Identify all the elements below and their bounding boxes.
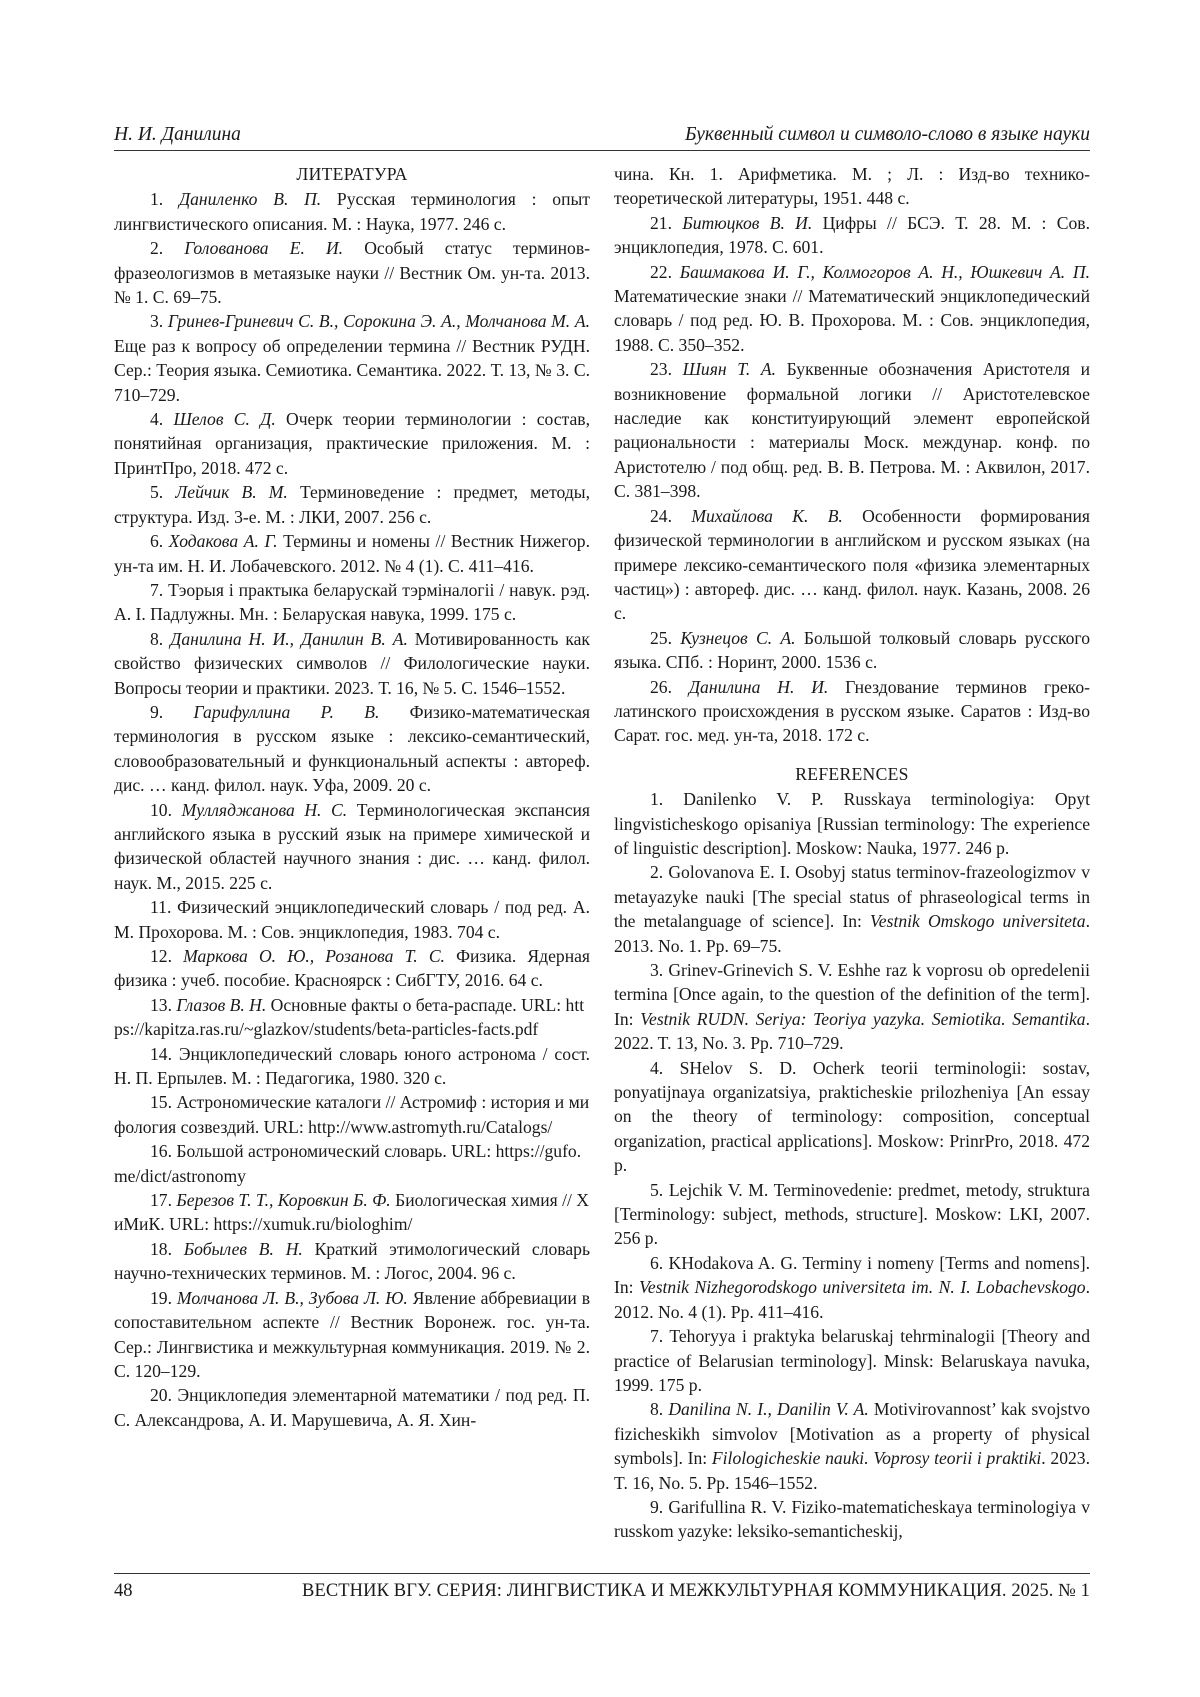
item-details: . 2012. No. 4 (1). Pp. 411–416. [614,1277,1090,1322]
item-text: Мотивированность как свойство физических символов // Филологические науки. Вопросы теории и практики. 2023. Т. 16, № 5. С. 1546–1552. [114,628,590,698]
item-authors: Даниленко В. П. [178,189,322,210]
literature-item [114,1139,590,1188]
literature-item [114,236,590,309]
literature-item [114,529,590,578]
item-text: Гнездование терминов греко-латинского происхождения в русском языке. Саратов : Изд-во Сарат. гос. мед. ун-та, 2018. 172 с. [614,676,1090,746]
item-authors: Маркова О. Ю., Розанова Т. С. [183,946,445,966]
item-number: 26. [650,676,689,697]
item-number: 16. [150,1141,177,1162]
item-number: 17. [150,1190,177,1211]
item-number: 23. [650,359,683,380]
item-authors: Гарифуллина Р. В. [193,701,380,722]
literature-list-left [114,187,590,1432]
item-number: 6. [150,531,169,552]
item-number: 9. [650,1496,669,1517]
item-number: 3. [150,311,168,332]
literature-item [114,309,590,407]
item-text: Русская терминология : опыт лингвистического описания. М. : Наука, 1977. 246 с. [114,189,590,234]
item-number: 10. [150,799,182,820]
item-number: 19. [150,1287,177,1308]
literature-item [114,700,590,798]
item-text: Терминологическая экспансия английского языка в русский язык на примере химической и физической областей научного знания : дис. … канд. филол. наук. М., 2015. 225 с. [114,799,590,893]
literature-item [114,1042,590,1091]
item-authors: Ходакова А. Г. [168,531,278,552]
literature-item [114,480,590,529]
item-number: 4. [150,409,174,430]
literature-item [614,675,1090,748]
item-text: Термины и номены // Вестник Нижегор. ун-та им. Н. И. Лобачевского. 2012. № 4 (1). С. 411–416. [114,531,590,576]
item-authors: Данилина Н. И., Данилин В. А. [170,628,408,649]
item-details: . 2022. T. 13, No. 3. Pp. 710–729. [614,1008,1090,1054]
item-authors: Башмакова И. Г., Колмогоров А. Н., Юшкевич А. П. [679,261,1090,282]
literature-item [114,1383,590,1432]
left-column [114,162,590,1557]
item-number: 12. [150,946,184,966]
item-authors: Голованова Е. И. [184,238,344,259]
item-number: 24. [650,505,692,526]
item-number: 25. [650,627,681,648]
literature-heading: ЛИТЕРАТУРА [296,164,408,184]
item-text: Физика. Ядерная физика : учеб. пособие. Красноярск : СибГТУ, 2016. 64 с. [114,946,590,991]
item-details: . 2023. T. 16, No. 5. Pp. 1546–1552. [614,1448,1090,1493]
literature-item [614,504,1090,626]
item-number: 2. [150,238,185,259]
literature-item [614,211,1090,260]
right-column [614,162,1090,1557]
item-text: Еще раз к вопросу об определении термина // Вестник РУДН. Сер.: Теория языка. Семиотика. Семантика. 2022. Т. 13, № 3. С. 710–729. [114,335,590,405]
item-authors: Битюцков В. И. [682,212,813,233]
item-source: Vestnik RUDN. Seriya: Teoriya yazyka. Semiotika. Semantika [640,1008,1086,1029]
item-authors: Глазов В. Н. [176,994,267,1015]
item-number: 8. [650,1399,669,1420]
item-text: Большой астрономический словарь. URL: https://gufo.me/dict/astronomy [114,1141,582,1186]
running-header [114,124,1090,151]
reference-item [614,1397,1090,1495]
item-text: Терминоведение : предмет, методы, структура. Изд. 3-е. М. : ЛКИ, 2007. 256 с. [114,482,590,527]
item-number: 1. [150,189,179,210]
item-source: Vestnik Omskogo universiteta [870,911,1086,932]
item-number: 6. [650,1252,669,1273]
references-heading: REFERENCES [795,763,909,784]
item-text: Математические знаки // Математический энциклопедический словарь / под ред. Ю. В. Прохорова. М. : Сов. энциклопедия, 1988. С. 350–352. [614,286,1090,355]
literature-item [114,627,590,700]
literature-item-20-continued: чина. Кн. 1. Арифметика. М. ; Л. : Изд-во технико-теоретической литературы, 1951. 448 с. [614,164,1090,209]
literature-item [114,407,590,480]
item-text: Danilenko V. P. Russkaya terminologiya: Opyt lingvisticheskogo opisaniya [Russian terminology: The experience of linguistic description]. Moskow: Nauka, 1977. 246 p. [614,789,1090,858]
item-source: Vestnik Nizhegorodskogo universiteta im. N. I. Lobachevskogo [639,1277,1086,1298]
item-authors: Михайлова К. В. [691,505,843,526]
item-number: 18. [150,1238,184,1259]
item-number: 2. [650,862,669,883]
reference-item [614,1251,1090,1324]
literature-item [614,626,1090,675]
reference-item [614,958,1090,1056]
reference-item [614,1056,1090,1178]
item-authors: Молчанова Л. В., Зубова Л. Ю. [176,1287,408,1308]
literature-item [114,1188,590,1237]
item-text: Grinev-Grinevich S. V. Eshhe raz k voprosu ob opredelenii termina [Once again, to the question of the definition of the term]. In: [614,960,1090,1029]
literature-item [114,1286,590,1384]
item-number: 7. [150,579,169,600]
literature-item [114,187,590,236]
item-number: 14. [150,1043,179,1064]
item-number: 5. [650,1179,669,1200]
reference-item [614,787,1090,860]
item-text: SHelov S. D. Ocherk teorii terminologii: sostav, ponyatijnaya organizatsiya, prakticheskie prilozheniya [An essay on the theory of terminology: composition, conceptual organization, practical applications]. Moskow: PrinrPro, 2018. 472 p. [614,1057,1090,1176]
item-text: Основные факты о бета-распаде. URL: https://kapitza.ras.ru/~glazkov/students/beta-particles-facts.pdf [114,994,585,1040]
journal-title: ВЕСТНИК ВГУ. СЕРИЯ: ЛИНГВИСТИКА И МЕЖКУЛЬТУРНАЯ КОММУНИКАЦИЯ. 2025. № 1 [302,1581,1090,1601]
reference-item [614,1495,1090,1544]
item-text: Физический энциклопедический словарь / под ред. А. М. Прохорова. М. : Сов. энциклопедия, 1983. 704 с. [114,897,590,942]
references-list [614,787,1090,1544]
item-number: 13. [150,994,177,1015]
item-number: 21. [650,212,683,233]
item-authors: Данилина Н. И. [688,676,829,697]
item-text: Большой толковый словарь русского языка. СПб. : Норинт, 2000. 1536 с. [614,627,1090,673]
literature-item [614,260,1090,358]
item-text: Явление аббревиации в сопоставительном аспекте // Вестник Воронеж. гос. ун-та. Сер.: Лингвистика и межкультурная коммуникация. 2019. № 2. С. 120–129. [114,1287,590,1381]
item-text: Энциклопедический словарь юного астронома / сост. Н. П. Ерпылев. М. : Педагогика, 1980. 320 с. [114,1043,590,1089]
item-number: 1. [650,789,684,810]
item-text: Lejchik V. M. Terminovedenie: predmet, metody, struktura [Terminology: subject, methods, structure]. Moskow: LKI, 2007. 256 p. [614,1179,1090,1249]
item-authors: Гринев-Гриневич С. В., Сорокина Э. А., Молчанова М. А. [167,311,590,332]
item-authors: Березов Т. Т., Коровкин Б. Ф. [176,1190,391,1211]
item-number: 9. [150,701,194,722]
item-text: Особый статус терминов-фразеологизмов в метаязыке науки // Вестник Ом. ун-та. 2013. № 1. С. 69–75. [114,238,590,308]
literature-item [114,944,590,993]
item-text: Tehoryya i praktyka belaruskaj tehrminalogii [Theory and practice of Belarusian terminology]. Minsk: Belaruskaya navuka, 1999. 175 p. [614,1326,1090,1395]
literature-item [114,1237,590,1286]
item-number: 15. [150,1092,177,1113]
item-text: Motivirovannost’ kak svojstvo fizicheskikh simvolov [Motivation as a property of physical symbols]. In: [614,1399,1090,1469]
item-text: Особенности формирования физической терминологии в английском и русском языках (на примере лексико-семантического поля «физика элементарных частиц») : автореф. дис. … канд. филол. наук. Казань, 2008. 26 с. [614,505,1090,624]
item-text: Физико-математическая терминология в русском языке : лексико-семантический, словообразовательный и функциональный аспекты : автореф. дис. … канд. филол. наук. Уфа, 2009. 20 с. [114,701,590,796]
item-text: Буквенные обозначения Аристотеля и возникновение формальной логики // Аристотелевское наследие как конституирующий элемент европейской рациональности : материалы Моск. междунар. конф. по Аристотелю / под общ. ред. В. В. Петрова. М. : Аквилон, 2017. С. 381–398. [614,359,1090,502]
literature-item [114,578,590,627]
reference-item [614,860,1090,958]
item-text: KHodakova A. G. Terminy i nomeny [Terms and nomens]. In: [614,1252,1090,1298]
reference-item [614,1324,1090,1397]
literature-item [114,993,590,1042]
item-number: 11. [150,897,178,918]
item-authors: Мулляджанова Н. С. [181,799,348,820]
item-text: Биологическая химия // ХиМиК. URL: https://xumuk.ru/biologhim/ [114,1190,589,1235]
item-authors: Шелов С. Д. [173,409,276,430]
literature-item [614,357,1090,503]
item-text: Астрономические каталоги // Астромиф : история и мифология созвездий. URL: http://www.astromyth.ru/Catalogs/ [114,1092,590,1137]
literature-item [114,895,590,944]
item-text: Энциклопедия элементарной математики / под ред. П. С. Александрова, А. И. Марушевича, А. Я. Хин- [114,1385,590,1430]
literature-item [114,1090,590,1139]
item-authors: Бобылев В. Н. [183,1238,303,1259]
item-source: Filologicheskie nauki. Voprosy teorii i praktiki [711,1448,1042,1469]
literature-item [114,798,590,896]
item-text: Garifullina R. V. Fiziko-matematicheskaya terminologiya v russkom yazyke: leksiko-semanticheskij, [614,1496,1090,1542]
header-author: Н. И. Данилина [114,124,241,145]
item-number: 8. [150,628,171,649]
header-article-title: Буквенный символ и символо-слово в языке науки [684,124,1090,145]
item-number: 22. [650,261,680,282]
page-number: 48 [114,1581,133,1601]
item-text: Краткий этимологический словарь научно-технических терминов. М. : Логос, 2004. 96 с. [114,1238,590,1284]
item-text: Цифры // БСЭ. Т. 28. М. : Сов. энциклопедия, 1978. С. 601. [614,212,1090,258]
running-footer [114,1573,1090,1601]
item-details: . 2013. No. 1. Pp. 69–75. [614,911,1090,956]
item-number: 5. [150,482,176,503]
item-authors: Шиян Т. А. [682,359,777,380]
item-number: 20. [150,1385,178,1406]
item-authors: Кузнецов С. А. [680,627,796,648]
item-text: Очерк теории терминологии : состав, понятийная организация, практические приложения. М. : ПринтПро, 2018. 472 с. [114,409,590,478]
item-number: 4. [650,1057,680,1078]
reference-item [614,1178,1090,1251]
item-number: 3. [650,960,669,980]
item-text: Golovanova E. I. Osobyj status terminov-frazeologizmov v metayazyke nauki [The special status of phraseological terms in the metalanguage of science]. In: [614,862,1090,932]
item-authors: Danilina N. I., Danilin V. A. [668,1399,869,1420]
item-authors: Лейчик В. М. [175,482,288,503]
literature-list-right [614,211,1090,748]
item-number: 7. [650,1326,670,1347]
item-text: Тэорыя і практыка беларускай тэрміналогіі / навук. рэд. А. І. Падлужны. Мн. : Беларуская навука, 1999. 175 с. [114,579,590,625]
